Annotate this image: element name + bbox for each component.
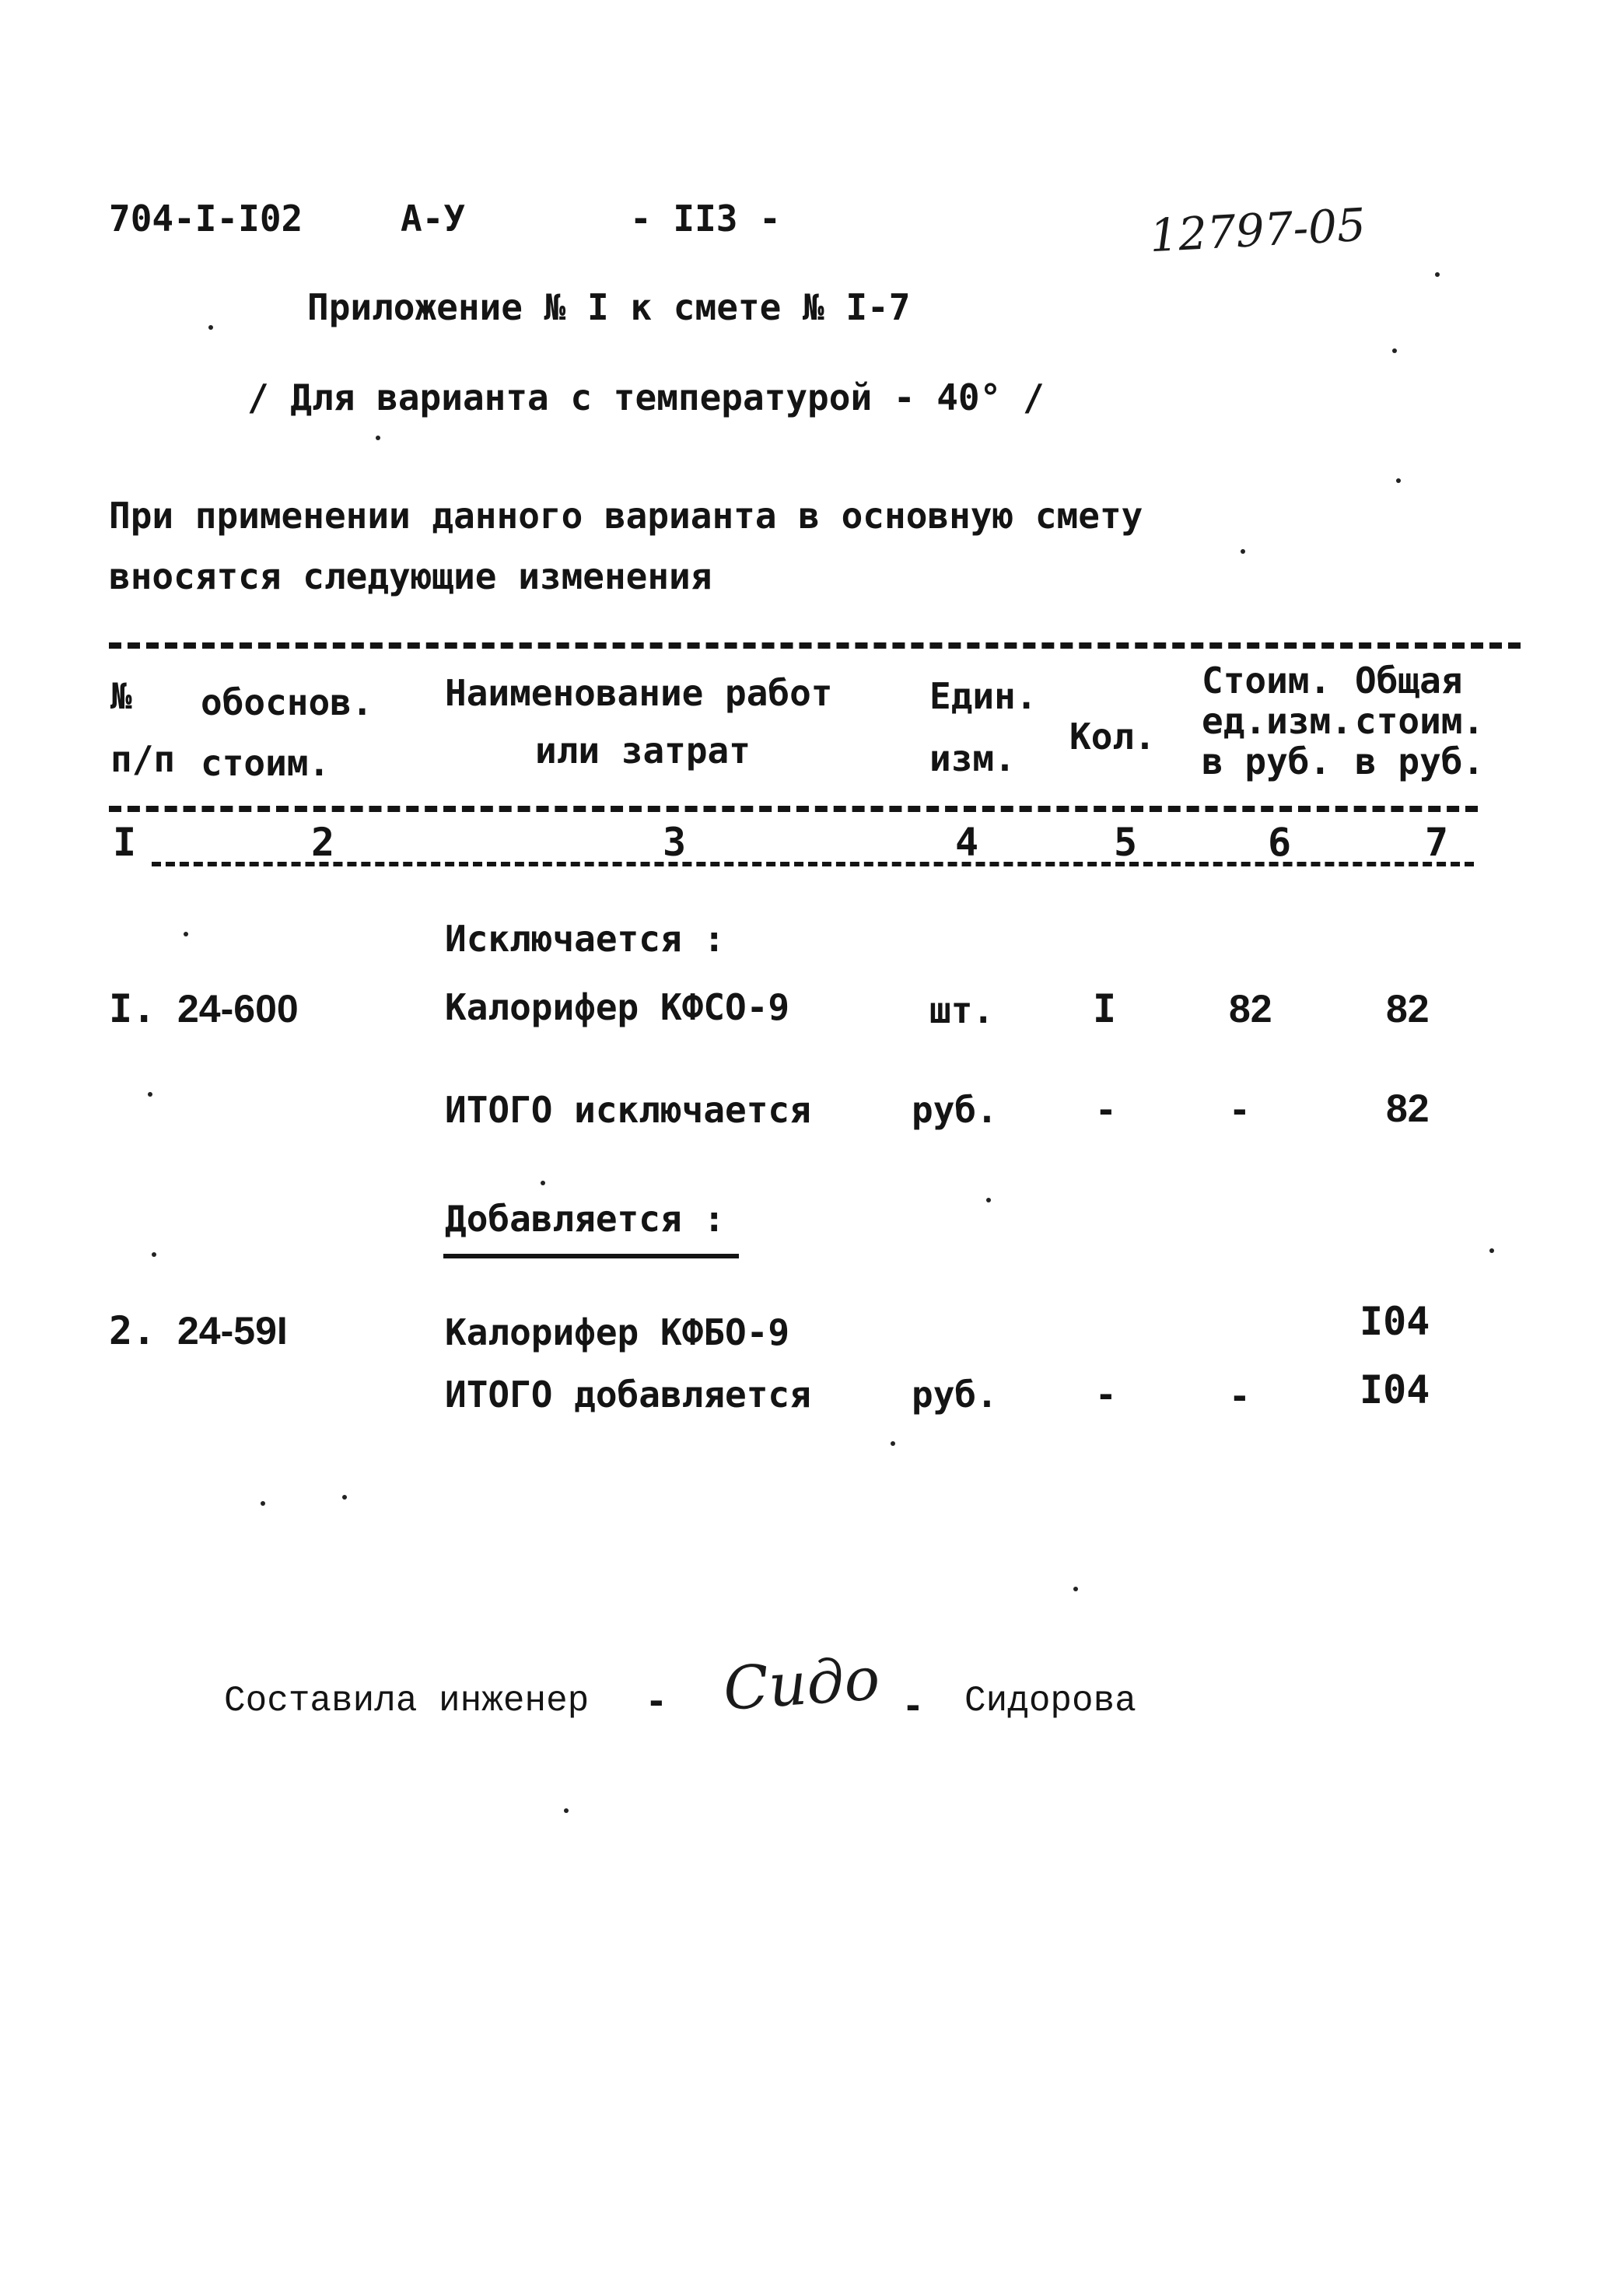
header-total: Общая (1355, 660, 1463, 702)
total-excluded-sum: 82 (1386, 1087, 1430, 1130)
document-code: 704-I-I02 (109, 198, 303, 240)
section-added: Добавляется : (445, 1198, 726, 1240)
column-number-4: 4 (955, 820, 979, 865)
scan-speck (1073, 1587, 1078, 1591)
header-unit-price-sub: ед.изм. (1202, 700, 1353, 742)
total-added-price: - (1229, 1375, 1251, 1417)
column-number-3: 3 (663, 820, 687, 865)
header-unit: Един. (929, 675, 1038, 717)
header-name: Наименование работ (445, 672, 833, 714)
scan-speck (261, 1501, 265, 1506)
header-qty: Кол. (1069, 716, 1156, 758)
intro-line-2: вносятся следующие изменения (109, 555, 712, 597)
row2-total: I04 (1360, 1299, 1430, 1344)
scan-speck (1435, 272, 1440, 277)
scan-speck (148, 1092, 152, 1097)
scan-speck (1489, 1248, 1494, 1253)
row1-total: 82 (1386, 987, 1430, 1031)
scan-speck (208, 325, 213, 330)
header-num: № (110, 675, 132, 717)
total-added-unit: руб. (912, 1374, 998, 1416)
total-excluded-qty: - (1095, 1089, 1117, 1131)
header-unit-price-sub2: в руб. (1202, 740, 1332, 782)
appendix-title: Приложение № I к смете № I-7 (307, 286, 911, 328)
scan-speck (1392, 348, 1397, 353)
intro-line-1: При применении данного варианта в основную смету (109, 495, 1143, 537)
row2-num: 2. (109, 1308, 156, 1353)
header-name-sub: или затрат (535, 730, 751, 772)
scan-speck (184, 932, 188, 936)
row2-code: 24-59I (177, 1309, 288, 1353)
scan-speck (1241, 549, 1245, 554)
header-bottom-rule (109, 806, 1478, 812)
scan-speck (342, 1495, 347, 1500)
total-excluded-unit: руб. (912, 1089, 998, 1131)
signature-dash-1: - (646, 1680, 667, 1722)
scan-speck (376, 436, 380, 440)
column-number-6: 6 (1268, 820, 1292, 865)
column-number-5: 5 (1114, 820, 1138, 865)
signature-dash-2: - (902, 1685, 924, 1727)
album-code: А-У (401, 198, 466, 240)
total-added-sum: I04 (1360, 1367, 1430, 1412)
total-added-qty: - (1095, 1374, 1117, 1416)
column-number-1: I (113, 820, 137, 865)
scan-speck (541, 1181, 545, 1185)
header-unit-sub: изм. (929, 737, 1016, 779)
row1-code: 24-600 (177, 987, 299, 1031)
header-total-sub: стоим. (1355, 700, 1485, 742)
header-basis-sub: стоим. (201, 742, 331, 784)
scan-speck (1396, 478, 1401, 483)
handwritten-signature: Сидо (721, 1643, 882, 1724)
table-top-rule (109, 642, 1521, 649)
row1-qty: I (1093, 986, 1117, 1031)
row1-unit: шт. (929, 989, 995, 1031)
header-basis: обоснов. (201, 681, 373, 723)
section-excluded: Исключается : (445, 918, 726, 960)
scan-speck (152, 1252, 156, 1257)
column-number-7: 7 (1425, 820, 1449, 865)
header-unit-price: Стоим. (1202, 660, 1332, 702)
scan-speck (986, 1198, 991, 1202)
header-num-sub: п/п (110, 738, 176, 780)
row1-price: 82 (1229, 987, 1272, 1031)
handwritten-number: 12797-05 (1148, 198, 1367, 263)
total-added-label: ИТОГО добавляется (445, 1374, 811, 1416)
total-excluded-price: - (1229, 1089, 1251, 1131)
column-number-2: 2 (311, 820, 335, 865)
row1-name: Калорифер КФСО-9 (445, 986, 790, 1028)
row1-num: I. (109, 986, 156, 1031)
column-number-rule (152, 862, 1474, 866)
row2-name: Калорифер КФБО-9 (445, 1311, 790, 1353)
header-total-sub2: в руб. (1355, 740, 1485, 782)
signer-name: Сидорова (964, 1681, 1136, 1721)
scan-speck (891, 1441, 895, 1446)
page-number: - II3 - (630, 198, 781, 240)
variant-subtitle: / Для варианта с температурой - 40° / (247, 376, 1045, 418)
total-excluded-label: ИТОГО исключается (445, 1089, 811, 1131)
section-added-underline (443, 1254, 739, 1258)
signature-label: Составила инженер (224, 1681, 590, 1721)
scan-speck (564, 1808, 569, 1813)
